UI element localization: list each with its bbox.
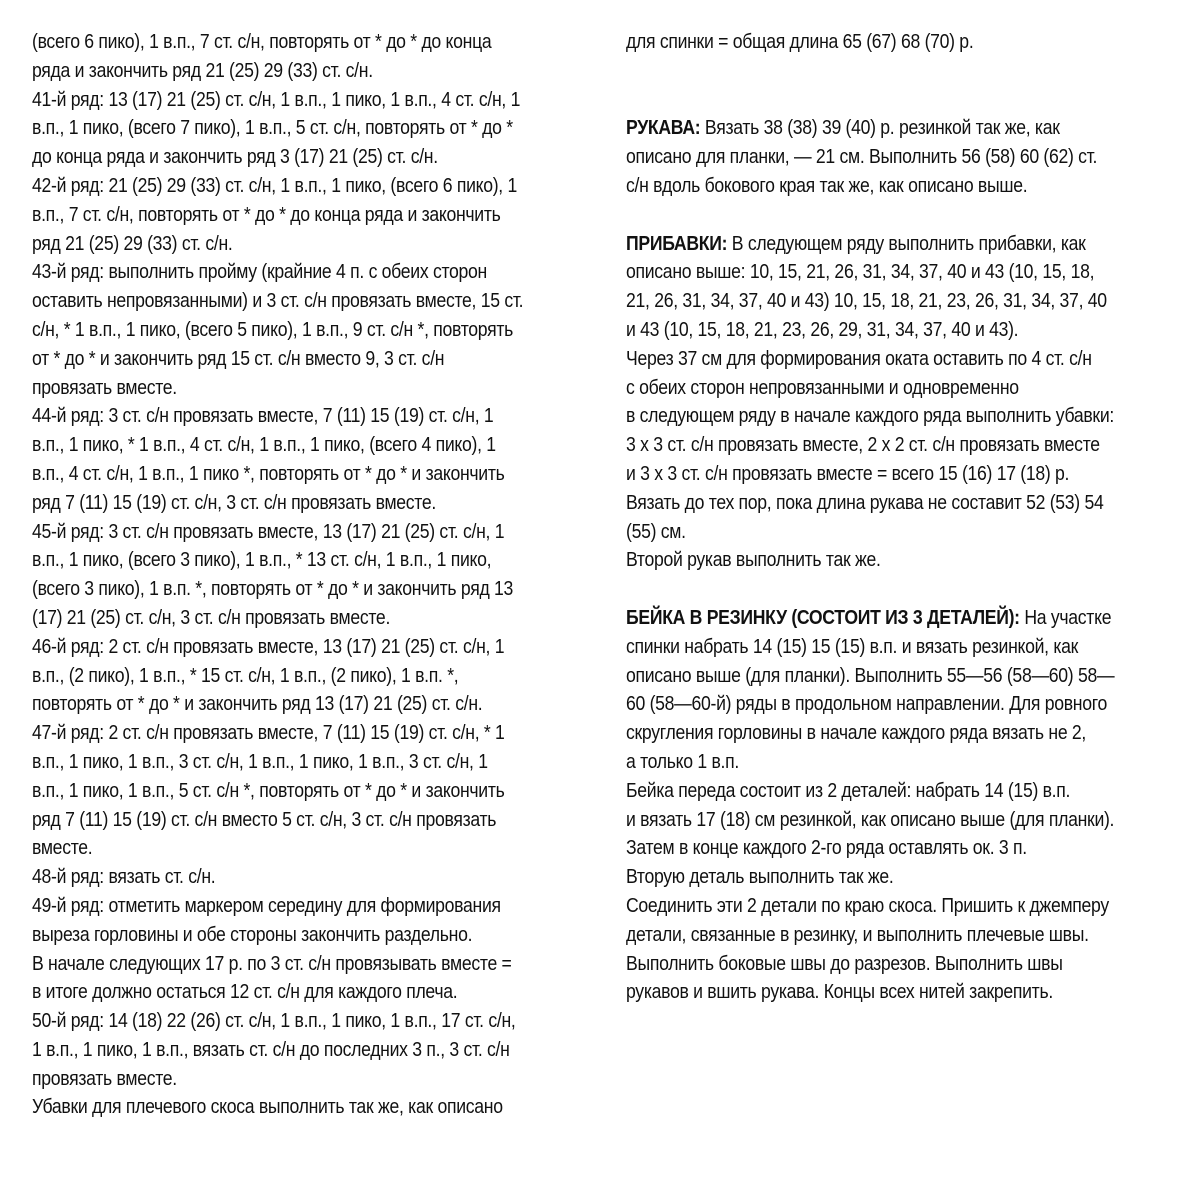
text-fragment: В следующем ряду выполнить прибавки, как [727,231,1086,255]
text-line: Второй рукав выполнить так же. [626,548,881,572]
text-line: в.п., (2 пико), 1 в.п., * 15 ст. с/н, 1 в.п., (2 пико), 1 в.п. *, [32,663,459,687]
text-line: с обеих сторон непровязанными и одновременно [626,375,1019,399]
text-line: 1 в.п., 1 пико, 1 в.п., вязать ст. с/н до последних 3 п., 3 ст. с/н [32,1037,510,1061]
text-line: ряда и закончить ряд 21 (25) 29 (33) ст. с/н. [32,58,373,82]
text-line: ряд 7 (11) 15 (19) ст. с/н, 3 ст. с/н провязать вместе. [32,490,436,514]
text-line: в.п., 1 пико, * 1 в.п., 4 ст. с/н, 1 в.п., 1 пико, (всего 4 пико), 1 [32,433,496,457]
paragraph-gap [626,86,1161,115]
text-line: Бейка переда состоит из 2 деталей: набрать 14 (15) в.п. [626,778,1071,802]
paragraph-gap [626,575,1161,604]
text-line: с/н, * 1 в.п., 1 пико, (всего 5 пико), 1 в.п., 9 ст. с/н *, повторять [32,317,514,341]
text-line: 41-й ряд: 13 (17) 21 (25) ст. с/н, 1 в.п., 1 пико, 1 в.п., 4 ст. с/н, 1 [32,87,521,111]
paragraph-gap [626,57,1161,86]
section-heading-increases: ПРИБАВКИ: [626,231,728,255]
text-line: в.п., 1 пико, (всего 7 пико), 1 в.п., 5 ст. с/н, повторять от * до * [32,116,513,140]
text-line: 42-й ряд: 21 (25) 29 (33) ст. с/н, 1 в.п., 1 пико, (всего 6 пико), 1 [32,173,518,197]
text-fragment: На участке [1019,605,1112,629]
text-line: от * до * и закончить ряд 15 ст. с/н вместо 9, 3 ст. с/н [32,346,445,370]
text-line: ряд 21 (25) 29 (33) ст. с/н. [32,231,233,255]
text-line: в.п., 1 пико, (всего 3 пико), 1 в.п., * 13 ст. с/н, 1 в.п., 1 пико, [32,548,492,572]
text-line: с/н вдоль бокового края так же, как описано выше. [626,173,1028,197]
text-line: (всего 3 пико), 1 в.п. *, повторять от * до * и закончить ряд 13 [32,577,514,601]
text-line: описано выше: 10, 15, 21, 26, 31, 34, 37, 40 и 43 (10, 15, 18, [626,260,1095,284]
section-heading-band: БЕЙКА В РЕЗИНКУ (СОСТОИТ ИЗ 3 ДЕТАЛЕЙ): [626,605,1020,629]
text-line: 3 х 3 ст. с/н провязать вместе, 2 х 2 ст. с/н провязать вместе [626,433,1100,457]
text-line: 46-й ряд: 2 ст. с/н провязать вместе, 13 (17) 21 (25) ст. с/н, 1 [32,634,505,658]
text-line: в.п., 4 ст. с/н, 1 в.п., 1 пико *, повторять от * до * и закончить [32,461,505,485]
text-line: 49-й ряд: отметить маркером середину для формирования [32,893,501,917]
sleeves-lead-line [626,114,1161,143]
text-line: (17) 21 (25) ст. с/н, 3 ст. с/н провязать вместе. [32,605,391,629]
text-line: Убавки для плечевого скоса выполнить так же, как описано [32,1095,503,1119]
text-line: и 3 х 3 ст. с/н провязать вместе = всего 15 (16) 17 (18) р. [626,461,1070,485]
text-line: (всего 6 пико), 1 в.п., 7 ст. с/н, повторять от * до * до конца [32,30,492,53]
text-line: в итоге должно остаться 12 ст. с/н для каждого плеча. [32,980,458,1004]
text-line: а только 1 в.п. [626,749,739,773]
text-line: вместе. [32,836,93,860]
text-line: провязать вместе. [32,375,177,399]
section-heading-sleeves: РУКАВА: [626,116,701,140]
text-fragment: Вязать 38 (38) 39 (40) р. резинкой так же, как [700,116,1060,140]
right-column [626,28,1161,1007]
text-line: и 43 (10, 15, 18, 21, 23, 26, 29, 31, 34, 37, 40 и 43). [626,317,1019,341]
text-line: детали, связанные в резинку, и выполнить плечевые швы. [626,922,1089,946]
text-line: 48-й ряд: вязать ст. с/н. [32,865,216,889]
text-line: Выполнить боковые швы до разрезов. Выполнить швы [626,951,1063,975]
text-line: 43-й ряд: выполнить пройму (крайние 4 п. с обеих сторон [32,260,487,284]
text-line: Вязать до тех пор, пока длина рукава не составит 52 (53) 54 [626,490,1104,514]
text-line: до конца ряда и закончить ряд 3 (17) 21 (25) ст. с/н. [32,145,438,169]
text-line: рукавов и вшить рукава. Концы всех нитей закрепить. [626,980,1053,1004]
text-line: в.п., 7 ст. с/н, повторять от * до * до конца ряда и закончить [32,202,501,226]
text-line: Затем в конце каждого 2-го ряда оставлять ок. 3 п. [626,836,1027,860]
text-line: описано выше (для планки). Выполнить 55—56 (58—60) 58— [626,663,1115,687]
text-line: спинки набрать 14 (15) 15 (15) в.п. и вязать резинкой, как [626,634,1079,658]
text-line: ряд 7 (11) 15 (19) ст. с/н вместо 5 ст. с/н, 3 ст. с/н провязать [32,807,497,831]
text-line: и вязать 17 (18) см резинкой, как описано выше (для планки). [626,807,1115,831]
text-line: (55) см. [626,519,686,543]
text-line: повторять от * до * и закончить ряд 13 (17) 21 (25) ст. с/н. [32,692,483,716]
text-line: 21, 26, 31, 34, 37, 40 и 43) 10, 15, 18, 21, 23, 26, 31, 34, 37, 40 [626,289,1107,313]
text-line: в.п., 1 пико, 1 в.п., 5 ст. с/н *, повторять от * до * и закончить [32,778,505,802]
text-line: 47-й ряд: 2 ст. с/н провязать вместе, 7 (11) 15 (19) ст. с/н, * 1 [32,721,505,745]
text-line: оставить непровязанными) и 3 ст. с/н провязать вместе, 15 ст. [32,289,524,313]
text-line: 44-й ряд: 3 ст. с/н провязать вместе, 7 (11) 15 (19) ст. с/н, 1 [32,404,494,428]
text-line: для спинки = общая длина 65 (67) 68 (70) р. [626,30,974,53]
text-line: Соединить эти 2 детали по краю скоса. Пришить к джемперу [626,893,1109,917]
text-line: Вторую деталь выполнить так же. [626,865,894,889]
text-line: скругления горловины в начале каждого ряда вязать не 2, [626,721,1087,745]
text-line: в следующем ряду в начале каждого ряда выполнить убавки: [626,404,1114,428]
paragraph-gap [626,201,1161,230]
left-column [32,28,567,1122]
text-line: Через 37 см для формирования оката оставить по 4 ст. с/н [626,346,1092,370]
increases-lead-line [626,230,1161,259]
text-line: 50-й ряд: 14 (18) 22 (26) ст. с/н, 1 в.п., 1 пико, 1 в.п., 17 ст. с/н, [32,1009,516,1033]
text-line: описано для планки, — 21 см. Выполнить 56 (58) 60 (62) ст. [626,145,1098,169]
text-line: В начале следующих 17 р. по 3 ст. с/н провязывать вместе = [32,951,512,975]
text-line: 60 (58—60-й) ряды в продольном направлении. Для ровного [626,692,1107,716]
text-line: провязать вместе. [32,1066,177,1090]
text-line: в.п., 1 пико, 1 в.п., 3 ст. с/н, 1 в.п., 1 пико, 1 в.п., 3 ст. с/н, 1 [32,749,488,773]
text-line: выреза горловины и обе стороны закончить раздельно. [32,922,473,946]
text-line: 45-й ряд: 3 ст. с/н провязать вместе, 13 (17) 21 (25) ст. с/н, 1 [32,519,505,543]
band-lead-line [626,604,1161,633]
